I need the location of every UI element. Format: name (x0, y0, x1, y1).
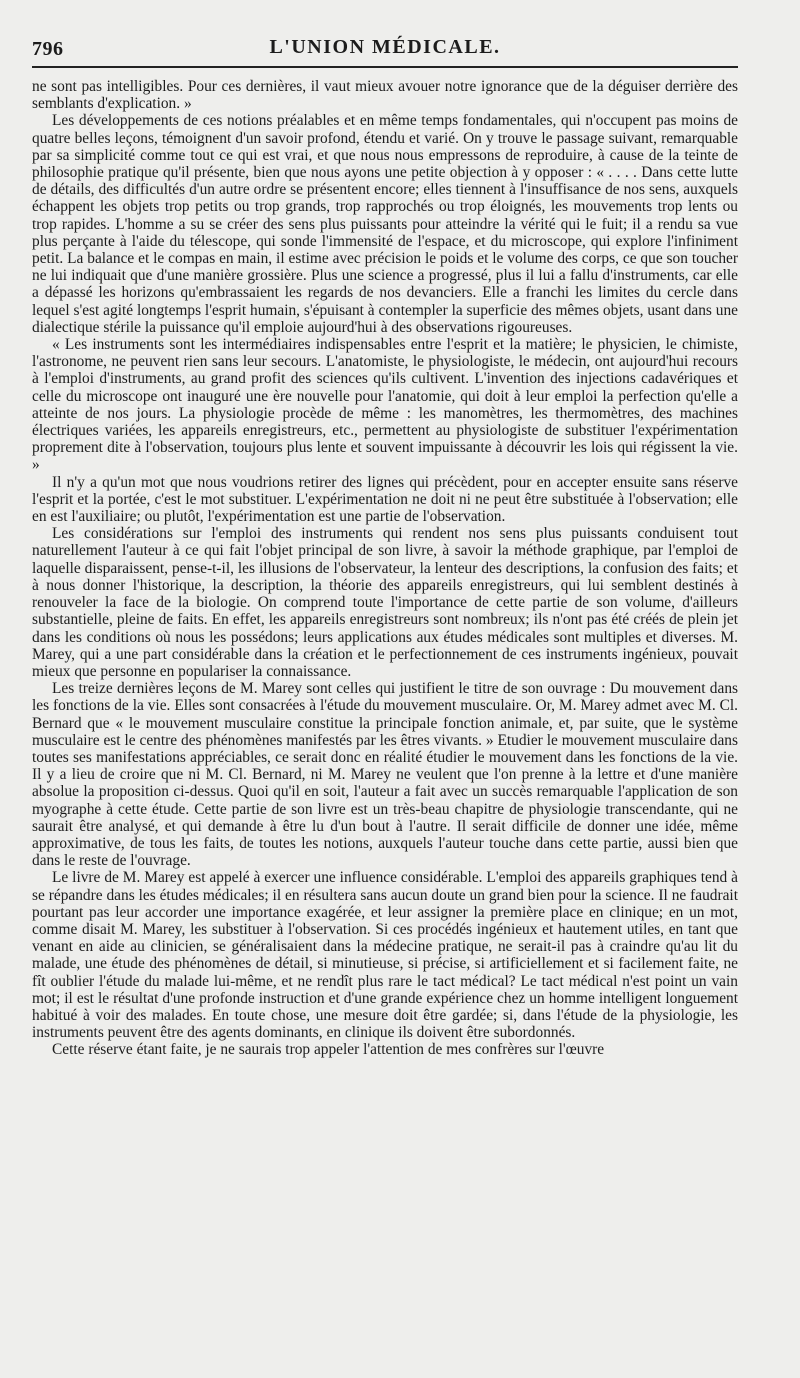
paragraph: Les considérations sur l'emploi des instruments qui rendent nos sens plus puissants conduisent tout naturellement l'auteur à ce qui fait l'objet principal de son livre, à savoir la méthode graphique, par l'emploi de laquelle disparaissent, pense-t-il, les illusions de l'observateur, la lenteur des descriptions, la confusion des faits; et à nous donner l'historique, la description, la théorie des appareils enregistreurs, qui lui semblent destinés à renouveler la face de la biologie. On comprend toute l'importance de cette partie de son volume, d'ailleurs substantielle, pleine de faits. En effet, les appareils enregistreurs sont nombreux; ils n'ont pas été créés de plein jet dans les conditions où nous les possédons; leurs applications aux études médicales sont multiples et diverses. M. Marey, qui a une part considérable dans la création et le perfectionnement de ces instruments ingénieux, pouvait mieux que personne en populariser la connaissance. (32, 525, 738, 680)
running-title: L'UNION MÉDICALE. (269, 36, 501, 58)
page-header (32, 32, 738, 68)
paragraph: Il n'y a qu'un mot que nous voudrions retirer des lignes qui précèdent, pour en accepter ensuite sans réserve l'esprit et la portée, c'est le mot substituer. L'expérimentation ne doit ni ne peut être substituée à l'observation; elle en est l'auxiliaire; ou plutôt, l'expérimentation est une partie de l'observation. (32, 473, 738, 526)
body-text (32, 78, 738, 1059)
paragraph: « Les instruments sont les intermédiaires indispensables entre l'esprit et la matière; le physicien, le chimiste, l'astronome, ne peuvent rien sans leur secours. L'anatomiste, le physiologiste, le médecin, ont aujourd'hui recours à l'emploi d'instruments, au grand profit des sciences qu'ils cultivent. L'invention des injections cadavériques et celle du microscope ont inauguré une ère nouvelle pour l'anatomie, qui doit à leur emploi la perfection qu'elle a atteinte de nos jours. La physiologie procède de même : les manomètres, les thermomètres, des machines électriques variées, les appareils enregistreurs, etc., permettent au physiologiste de substituer l'expérimentation proprement dite à l'observation, toujours plus lente et souvent impuissante à découvrir les lois qui régissent la vie. » (32, 336, 738, 474)
paragraph: ne sont pas intelligibles. Pour ces dernières, il vaut mieux avouer notre ignorance que de la déguiser derrière des semblants d'explication. » (32, 78, 738, 113)
paragraph: Les treize dernières leçons de M. Marey sont celles qui justifient le titre de son ouvrage : Du mouvement dans les fonctions de la vie. Elles sont consacrées à l'étude du mouvement musculaire. Or, M. Marey admet avec M. Cl. Bernard que « le mouvement musculaire constitue la principale fonction animale, et, par suite, que le système musculaire est le centre des phénomènes manifestés par les êtres vivants. » Etudier le mouvement musculaire dans toutes ses manifestations appréciables, ce serait donc en réalité étudier le mouvement dans les fonctions de la vie. Il y a lieu de croire que ni M. Cl. Bernard, ni M. Marey ne veulent que l'on prenne à la lettre et d'une manière absolue la proposition ci-dessus. Quoi qu'il en soit, l'auteur a fait avec un succès remarquable l'application de son myographe à cette étude. Cette partie de son livre est un très-beau chapitre de physiologie transcendante, qui ne saurait être analysé, et qui demande à être lu d'un bout à l'autre. Il serait difficile de donner une idée, même approximative, de tous les faits, de toutes les notions, auxquels l'auteur touche dans cette partie, aussi bien que dans le reste de l'ouvrage. (32, 680, 738, 870)
paragraph: Le livre de M. Marey est appelé à exercer une influence considérable. L'emploi des appareils graphiques tend à se répandre dans les études médicales; il en résultera sans aucun doute un grand bien pour la science. Il ne faudrait pourtant pas leur accorder une importance exagérée, et leur assigner la première place en clinique; en un mot, comme disait M. Marey, les substituer à l'observation. Si ces procédés ingénieux et hautement utiles, en tant que venant en aide au clinicien, se généralisaient dans la médecine pratique, ne serait-il pas à craindre qu'au lit du malade, une étude des phénomènes de détail, si minutieuse, si précise, si artificiellement et si facilement faite, ne fît oublier l'étude du malade lui-même, et ne rendît plus rare le tact médical? Le tact médical n'est point un vain mot; il est le résultat d'une profonde instruction et d'une grande expérience chez un homme intelligent longuement habitué à voir des malades. En toute chose, une mesure doit être gardée; si, dans l'étude de la physiologie, les instruments peuvent être des agents dominants, en clinique ils doivent être subordonnés. (32, 869, 738, 1042)
paragraph: Cette réserve étant faite, je ne saurais trop appeler l'attention de mes confrères sur l'œuvre (52, 1041, 605, 1059)
paragraph: Les développements de ces notions préalables et en même temps fondamentales, qui n'occupent pas moins de quatre belles leçons, témoignent d'un savoir profond, étendu et varié. On y trouve le passage suivant, remarquable par sa simplicité comme tout ce qui est vrai, et que nous nous empressons de reproduire, à cause de la teinte de philosophie pratique qu'il présente, bien que nous ayons une petite objection à y opposer : « . . . . Dans cette lutte de détails, des difficultés d'un autre ordre se présentent encore; elles tiennent à l'insuffisance de nos sens, auxquels échappent les objets trop petits ou trop grands, trop rapprochés ou trop éloignés, les mouvements trop lents ou trop rapides. L'homme a su se créer des sens plus puissants pour atteindre la vérité qui le fuit; il a rendu sa vue plus perçante à l'aide du télescope, qui sonde l'immensité de l'espace, et du microscope, qui explore l'infiniment petit. La balance et le compas en main, il estime avec précision le poids et le volume des corps, ce que son toucher ne lui indiquait que d'une manière grossière. Plus une science a progressé, plus il lui a fallu d'instruments, car elle a dépassé les horizons qu'embrassaient les regards de nos devanciers. Elle a franchi les limites du cercle dans lequel s'est agité longtemps l'esprit humain, s'épuisant à contempler la superficie des mêmes objets, usant dans une dialectique stérile la puissance qu'il emploie aujourd'hui à des observations rigoureuses. (32, 112, 738, 336)
page-number: 796 (32, 38, 64, 60)
